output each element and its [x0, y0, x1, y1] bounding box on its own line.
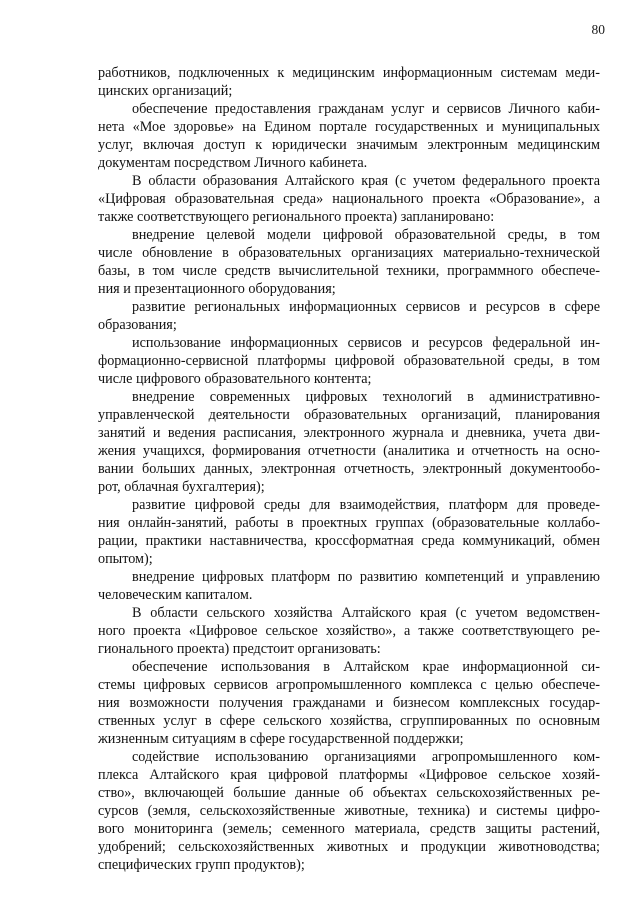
text-line: жения учащихся, формирования отчетности (аналитика и отчетность на осно- [98, 443, 600, 459]
text-line: человеческим капиталом. [98, 587, 253, 603]
text-line: «Цифровая образовательная среда» национального проекта «Образование», а [98, 191, 600, 207]
text-line: специфических групп продуктов); [98, 857, 305, 873]
text-line: документам посредством Личного кабинета. [98, 155, 368, 171]
text-line: сурсов (земля, сельскохозяйственные животные, техника) и системы цифро- [98, 803, 600, 819]
body-text [98, 64, 600, 874]
text-line: услуг, включая доступ к юридически значимым электронным медицинским [98, 137, 600, 153]
text-line: ния и презентационного оборудования; [98, 281, 336, 297]
text-line: внедрение целевой модели цифровой образовательной среды, в том [132, 227, 600, 243]
text-line: ния возможности получения гражданами и бизнесом комплексных государ- [98, 695, 600, 711]
page-number: 80 [591, 22, 605, 37]
text-line: нета «Мое здоровье» на Едином портале государственных и муниципальных [98, 119, 600, 135]
text-line: базы, в том числе средств вычислительной техники, программного обеспече- [98, 263, 600, 279]
text-line: ного проекта «Цифровое сельское хозяйство», а также соответствующего ре- [98, 623, 600, 639]
text-line: обеспечение использования в Алтайском крае информационной си- [132, 659, 600, 675]
text-line: гионального проекта) предстоит организовать: [98, 641, 381, 657]
text-line: рот, облачная бухгалтерия); [98, 479, 265, 495]
text-line: обеспечение предоставления гражданам услуг и сервисов Личного каби- [132, 101, 600, 117]
text-line: удобрений; сельскохозяйственных животных и продукции животноводства; [98, 839, 600, 855]
text-line: В области сельского хозяйства Алтайского края (с учетом ведомствен- [132, 605, 600, 621]
text-line: В области образования Алтайского края (с учетом федерального проекта [132, 173, 600, 189]
text-line: содействие использованию организациями агропромышленного ком- [132, 749, 600, 765]
text-line: использование информационных сервисов и ресурсов федеральной ин- [132, 335, 600, 351]
text-line: внедрение цифровых платформ по развитию компетенций и управлению [132, 569, 600, 585]
text-line: опытом); [98, 551, 153, 567]
text-line: вании больших данных, электронная отчетность, электронный документообо- [98, 461, 600, 477]
text-line: ственных услуг в сфере сельского хозяйства, сгруппированных по основным [98, 713, 600, 729]
text-line: вого мониторинга (земель; семенного материала, средств защиты растений, [98, 821, 600, 837]
text-line: внедрение современных цифровых технологий в административно- [132, 389, 600, 405]
text-line: плекса Алтайского края цифровой платформы «Цифровое сельское хозяй- [98, 767, 600, 783]
text-line: развитие цифровой среды для взаимодействия, платформ для проведе- [132, 497, 600, 513]
text-line: формационно-сервисной платформы цифровой образовательной среды, в том [98, 353, 600, 369]
text-line: цинских организаций; [98, 83, 233, 99]
text-line: числе обновление в образовательных организациях материально-технической [98, 245, 600, 261]
text-line: числе цифрового образовательного контента; [98, 371, 372, 387]
text-line: рации, практики наставничества, кроссформатная среда коммуникаций, обмен [98, 533, 600, 549]
text-line: работников, подключенных к медицинским информационным системам меди- [98, 65, 600, 81]
text-line: жизненным ситуациям в сфере государственной поддержки; [98, 731, 464, 747]
text-line: ния онлайн-занятий, работы в проектных группах (образовательные коллабо- [98, 515, 600, 531]
text-line: ство», включающей большие данные об объектах сельскохозяйственных ре- [98, 785, 600, 801]
text-line: также соответствующего регионального проекта) запланировано: [98, 209, 495, 225]
text-line: управленческой деятельности образовательных организаций, планирования [98, 407, 600, 423]
text-line: стемы цифровых сервисов агропромышленного комплекса с целью обеспече- [98, 677, 600, 693]
text-line: развитие региональных информационных сервисов и ресурсов в сфере [132, 299, 600, 315]
text-line: занятий и ведения расписания, электронного журнала и дневника, учета дви- [98, 425, 600, 441]
text-line: образования; [98, 317, 177, 333]
